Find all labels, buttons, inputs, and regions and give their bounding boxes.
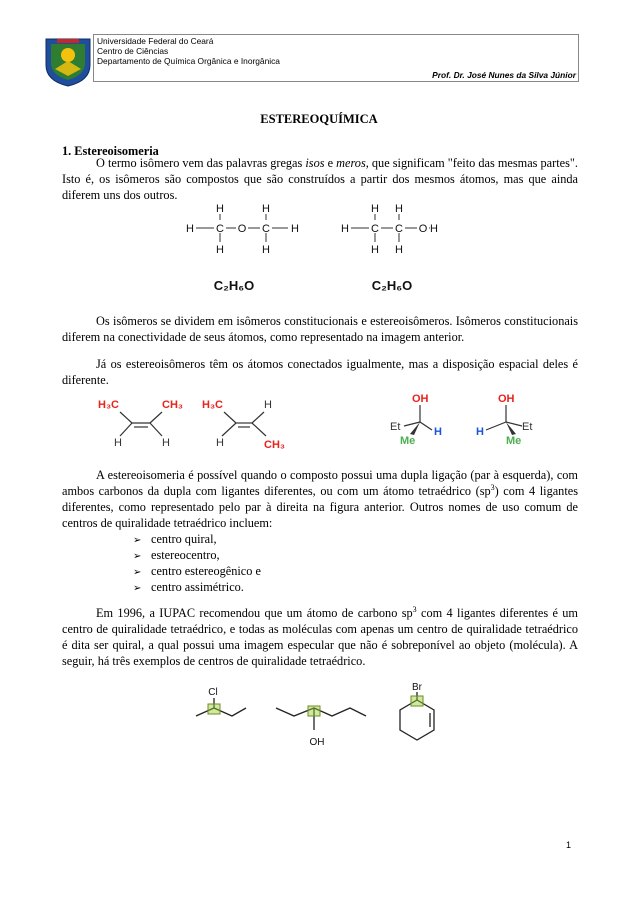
svg-text:Et: Et — [522, 421, 533, 433]
svg-text:Me: Me — [400, 435, 416, 447]
svg-text:CH₃: CH₃ — [162, 399, 183, 411]
bullet-list — [133, 532, 261, 596]
svg-text:H: H — [264, 399, 272, 411]
svg-text:OH: OH — [412, 393, 429, 405]
svg-text:H: H — [476, 426, 484, 438]
svg-text:H: H — [186, 223, 194, 235]
svg-text:H: H — [371, 203, 379, 215]
svg-text:Me: Me — [506, 435, 522, 447]
list-item: ➢ centro estereogênico e — [133, 564, 261, 578]
svg-text:H: H — [395, 203, 403, 215]
svg-text:H: H — [216, 244, 224, 256]
svg-text:C: C — [395, 223, 403, 235]
page-title: ESTEREOQUÍMICA — [260, 112, 378, 126]
constitutional-isomers-figure — [180, 200, 440, 298]
university-logo — [43, 35, 93, 87]
chirality-center-marker — [411, 696, 423, 706]
svg-text:Br: Br — [412, 682, 422, 693]
svg-text:Et: Et — [390, 421, 401, 433]
enantiomer-left-structure — [390, 393, 442, 447]
stereoisomers-figure — [92, 390, 552, 452]
page-number: 1 — [566, 840, 572, 850]
svg-text:Cl: Cl — [208, 687, 218, 698]
header-department: Departamento de Química Orgânica e Inorgânica — [97, 56, 280, 66]
ethanol-structure — [341, 203, 428, 256]
header-university: Universidade Federal do Ceará — [97, 36, 214, 46]
svg-text:H: H — [216, 203, 224, 215]
svg-text:C: C — [371, 223, 379, 235]
svg-text:H: H — [262, 244, 270, 256]
svg-text:H: H — [114, 437, 122, 449]
header-center: Centro de Ciências — [97, 46, 169, 56]
cis-alkene-structure — [98, 399, 183, 449]
svg-text:O: O — [237, 223, 247, 235]
svg-text:H: H — [371, 244, 379, 256]
svg-text:OH: OH — [309, 737, 325, 748]
paragraph-1: O termo isômero vem das palavras gregas isos e meros, que significam "feito das mesmas partes". Isto é, os isômeros são compostos que são construídos a partir dos mesmos átomos, mas que ainda diferem uns dos outros. — [62, 156, 578, 202]
svg-text:H: H — [291, 223, 299, 235]
svg-text:H: H — [341, 223, 349, 235]
svg-text:CH₃: CH₃ — [264, 439, 285, 451]
svg-text:H₃C: H₃C — [202, 399, 223, 411]
list-item: ➢ estereocentro, — [133, 548, 220, 562]
enantiomer-right-structure — [476, 393, 532, 447]
trans-alkene-structure — [202, 399, 285, 451]
svg-text:OH: OH — [498, 393, 515, 405]
chirality-center-marker — [308, 706, 320, 716]
svg-text:C: C — [216, 223, 224, 235]
svg-text:H: H — [216, 437, 224, 449]
header-author: Prof. Dr. José Nunes da Silva Júnior — [432, 70, 576, 80]
paragraph-3: Já os estereoisômeros têm os átomos conectados igualmente, mas a disposição espacial deles é diferente. — [62, 357, 578, 387]
dimethyl-ether-structure — [186, 203, 299, 256]
paragraph-4: A estereoisomeria é possível quando o composto possui uma dupla ligação (par à esquerda), com ambos carbonos da dupla com ligantes diferentes, ou com um átomo tetraédrico $(sp^3)$ com 4 ligantes diferentes, como representado pelo par à direita na figura anterior. Outros nomes de uso comum de centros de quiralidade tetraédrico incluem: — [62, 468, 578, 530]
svg-text:H: H — [434, 426, 442, 438]
svg-text:H: H — [162, 437, 170, 449]
list-item: ➢ centro assimétrico. — [133, 580, 244, 594]
section-heading: 1. Estereoisomeria — [62, 144, 159, 158]
svg-text:C: C — [262, 223, 270, 235]
svg-text:H: H — [430, 223, 438, 235]
chirality-examples-figure — [190, 678, 450, 748]
svg-text:H: H — [262, 203, 270, 215]
arrow-bullet-icon: ➢ — [133, 583, 142, 594]
paragraph-2: Os isômeros se dividem em isômeros constitucionais e estereoisômeros. Isômeros constitucionais diferem na conectividade de seus átomos, como representado na imagem anterior. — [62, 314, 578, 344]
arrow-bullet-icon: ➢ — [133, 551, 142, 562]
formula-left: C₂H₆O — [213, 278, 255, 293]
paragraph-5: Em 1996, a IUPAC recomendou que um átomo de carbono $sp^3$ com 4 ligantes diferentes é um centro de quiralidade tetraédrico, e todas as moléculas com apenas um centro de quiralidade tetraédrico é dita ser quiral, a qual possui uma imagem especular que não é sobreponível ao objeto (molécula). A seguir, há três exemplos de centros de quiralidade tetraédrico. — [62, 604, 578, 668]
formula-right: C₂H₆O — [371, 278, 413, 293]
svg-text:H: H — [395, 244, 403, 256]
arrow-bullet-icon: ➢ — [133, 567, 142, 578]
svg-text:H₃C: H₃C — [98, 399, 119, 411]
svg-text:O: O — [418, 223, 428, 235]
arrow-bullet-icon: ➢ — [133, 535, 142, 546]
list-item: ➢ centro quiral, — [133, 532, 217, 546]
chirality-center-marker — [208, 704, 220, 714]
